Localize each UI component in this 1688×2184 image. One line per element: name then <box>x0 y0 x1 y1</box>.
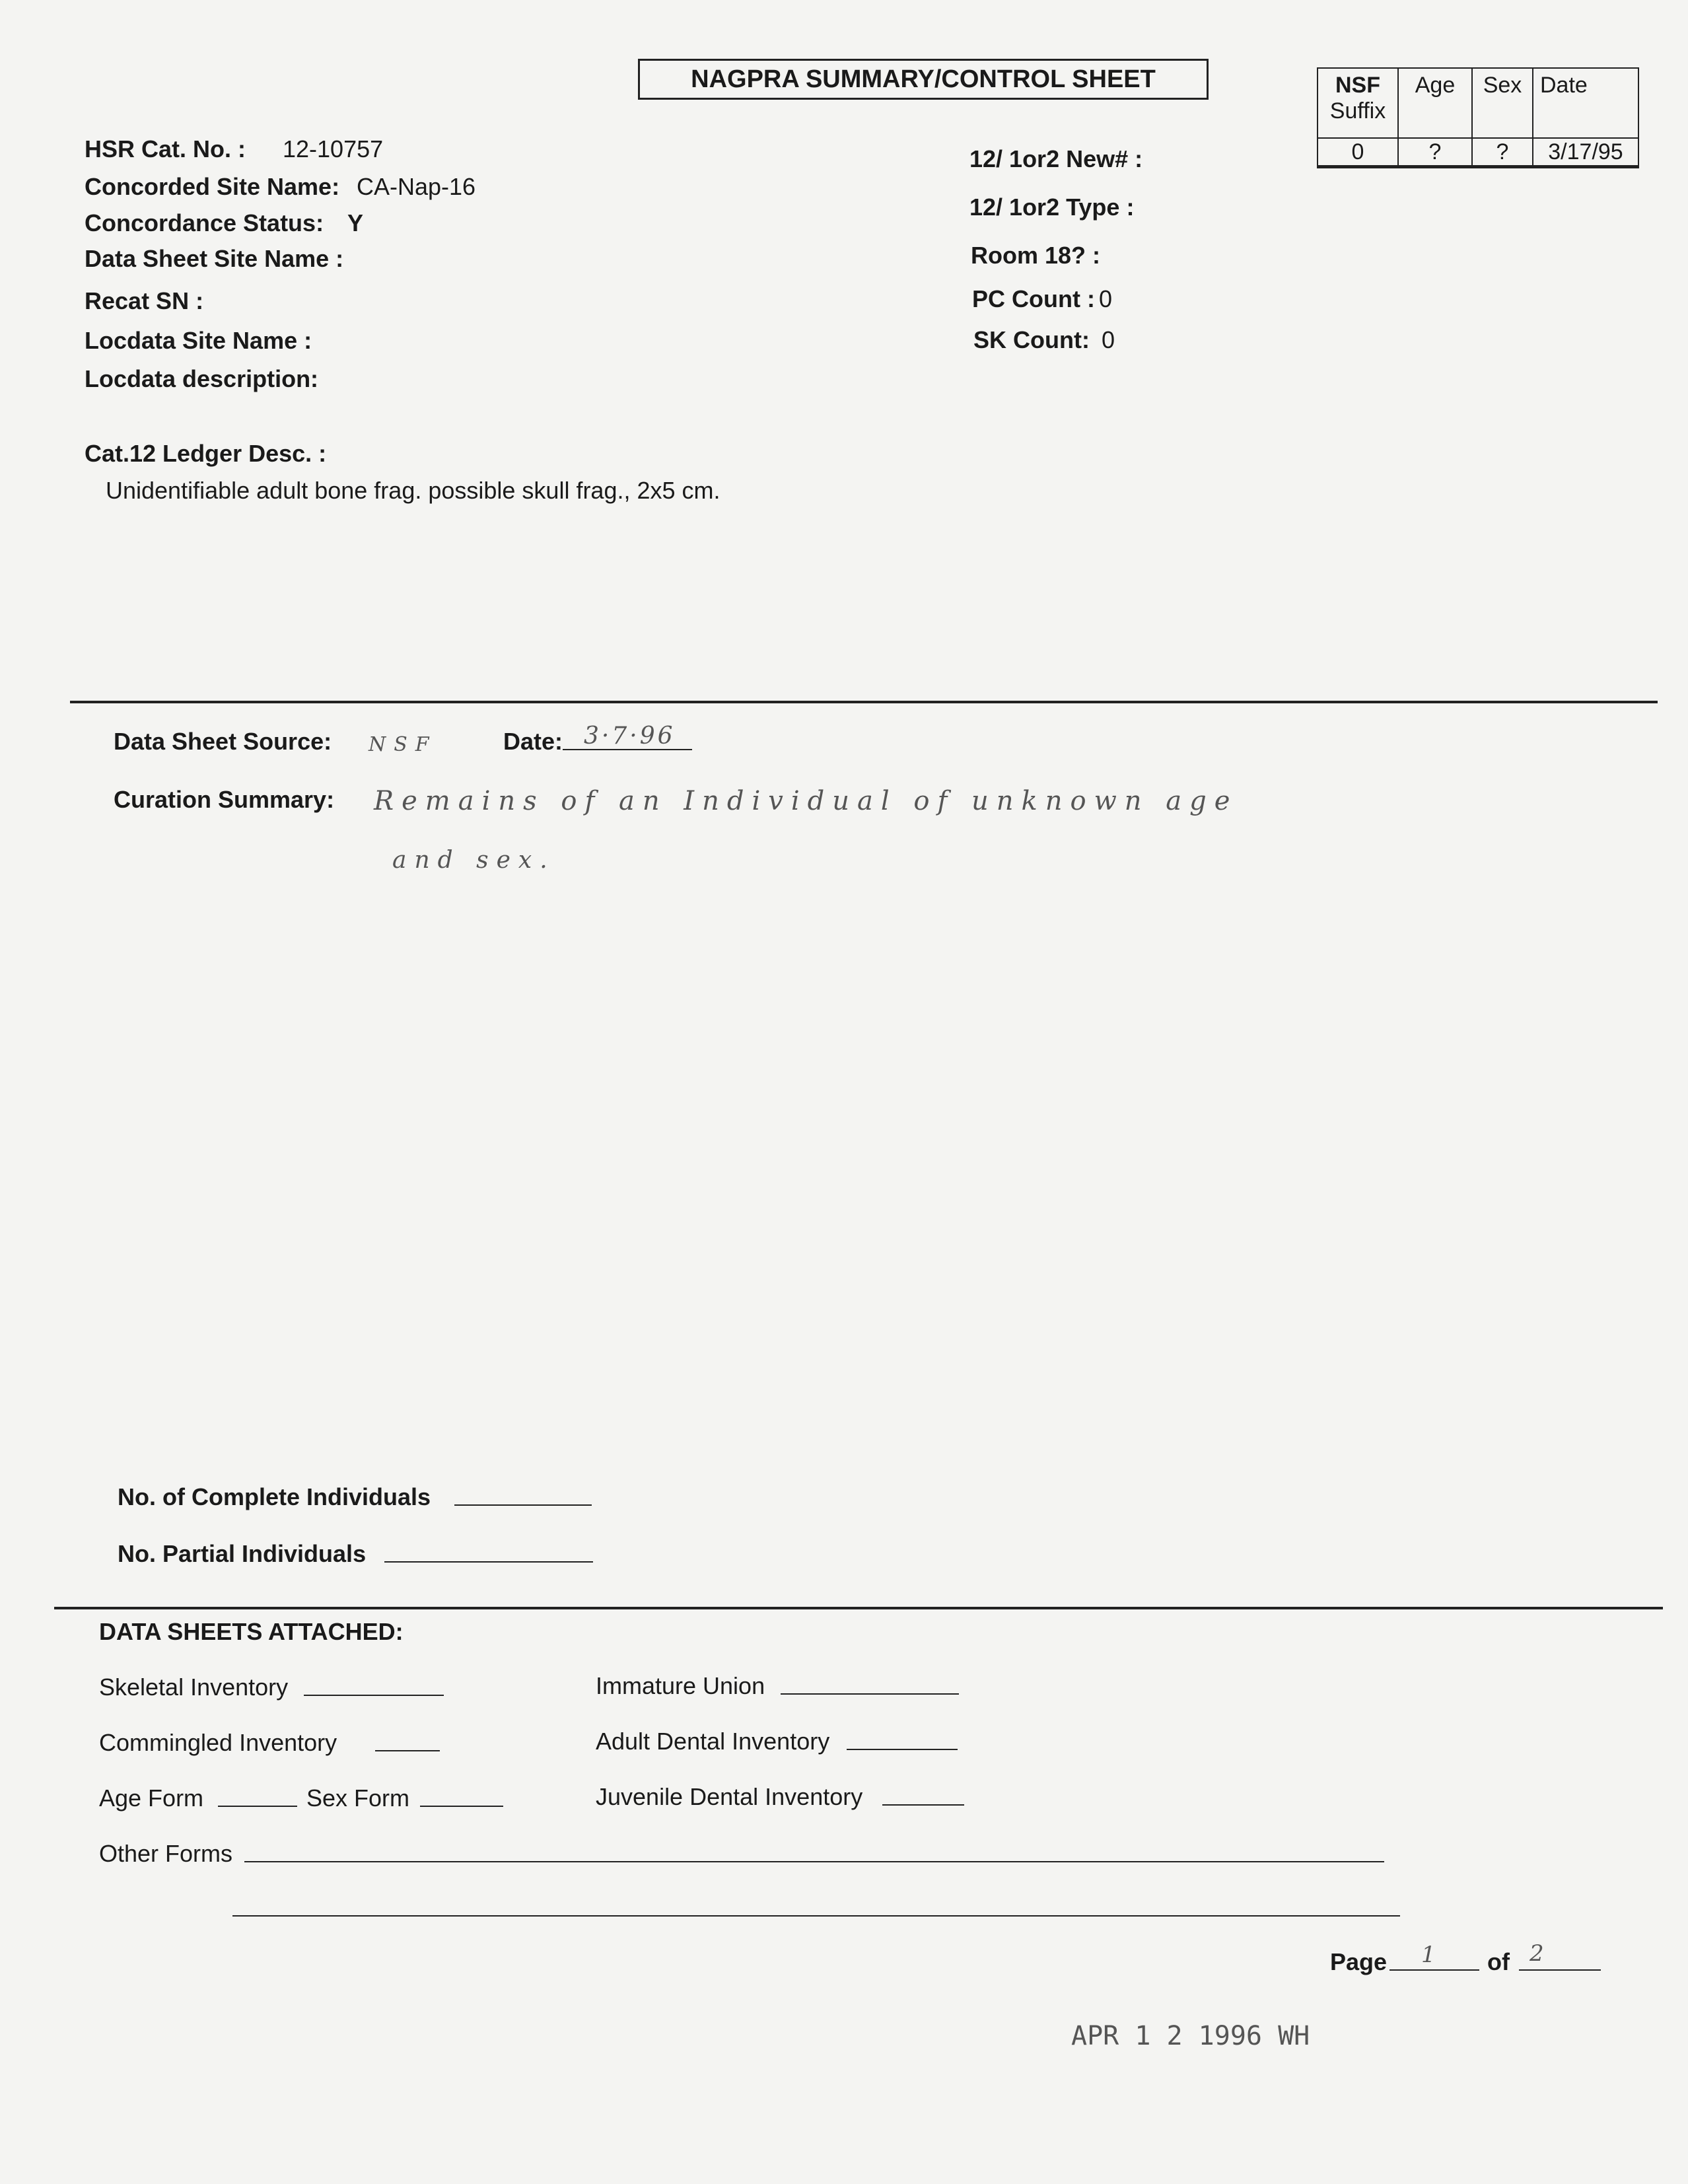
complete-individuals-label: No. of Complete Individuals <box>118 1483 431 1510</box>
nsf-table <box>1317 67 1639 168</box>
page-label: Page <box>1330 1948 1388 1975</box>
of-label: of <box>1487 1948 1510 1975</box>
locdata-description-label: Locdata description: <box>85 365 319 392</box>
sk-count-label: SK Count: <box>973 326 1090 353</box>
hsr-cat-label: HSR Cat. No. : <box>85 135 246 162</box>
pc-count-value: 0 <box>1099 285 1113 312</box>
age-header: Age <box>1398 68 1472 138</box>
curation-date-value: 3·7·96 <box>584 722 676 750</box>
juvenile-dental-label: Juvenile Dental Inventory <box>596 1783 863 1810</box>
concordance-status-value: Y <box>347 209 364 236</box>
commingled-inventory-label: Commingled Inventory <box>99 1729 337 1756</box>
received-date-stamp: APR 1 2 1996 WH <box>1071 2021 1310 2051</box>
of-value: 2 <box>1530 1940 1552 1967</box>
section-divider-top <box>70 701 1658 703</box>
other-forms-line-2[interactable] <box>232 1915 1400 1917</box>
data-sheet-source-value: NSF <box>369 733 437 756</box>
section-divider-bottom <box>54 1607 1663 1609</box>
attached-heading: DATA SHEETS ATTACHED: <box>99 1618 404 1645</box>
curation-summary-line1: Remains of an Individual of unknown age <box>374 786 1238 816</box>
nsf-suffix-header <box>1318 68 1398 138</box>
pc-count-label: PC Count : <box>972 285 1095 312</box>
hsr-cat-value: 12-10757 <box>283 135 384 162</box>
nsf-header-line1: NSF <box>1335 73 1380 98</box>
curation-summary-label: Curation Summary: <box>114 786 335 813</box>
sex-form-line[interactable] <box>420 1806 503 1807</box>
skeletal-inventory-line[interactable] <box>304 1695 444 1696</box>
partial-individuals-label: No. Partial Individuals <box>118 1540 367 1567</box>
page-line <box>1389 1969 1479 1971</box>
date-header: Date <box>1533 68 1638 138</box>
sk-count-value: 0 <box>1102 326 1115 353</box>
partial-individuals-line[interactable] <box>384 1561 593 1563</box>
concorded-site-value: CA-Nap-16 <box>357 173 476 200</box>
adult-dental-label: Adult Dental Inventory <box>596 1728 830 1755</box>
ledger-desc-label: Cat.12 Ledger Desc. : <box>85 440 327 467</box>
sex-value: ? <box>1472 138 1533 167</box>
ledger-desc-text: Unidentifiable adult bone frag. possible skull frag., 2x5 cm. <box>106 477 721 504</box>
recat-sn-label: Recat SN : <box>85 287 204 314</box>
new-number-label: 12/ 1or2 New# : <box>969 145 1143 172</box>
age-form-label: Age Form <box>99 1784 204 1812</box>
room-18-label: Room 18? : <box>971 242 1101 269</box>
data-sheet-source-label: Data Sheet Source: <box>114 728 332 755</box>
nsf-suffix-value: 0 <box>1318 138 1398 167</box>
complete-individuals-line[interactable] <box>454 1504 592 1506</box>
curation-date-label: Date: <box>503 728 563 755</box>
type-label: 12/ 1or2 Type : <box>969 194 1135 221</box>
immature-union-label: Immature Union <box>596 1672 765 1699</box>
sex-header: Sex <box>1472 68 1533 138</box>
other-forms-label: Other Forms <box>99 1840 233 1867</box>
concordance-status-label: Concordance Status: <box>85 209 324 236</box>
nsf-header-line2: Suffix <box>1329 98 1386 123</box>
curation-summary-line2: and sex. <box>392 847 555 874</box>
age-form-line[interactable] <box>218 1806 297 1807</box>
immature-union-line[interactable] <box>781 1693 959 1695</box>
sex-form-label: Sex Form <box>306 1784 410 1812</box>
locdata-site-label: Locdata Site Name : <box>85 327 312 354</box>
date-value: 3/17/95 <box>1533 138 1638 167</box>
data-sheet-site-label: Data Sheet Site Name : <box>85 245 344 272</box>
form-title: NAGPRA SUMMARY/CONTROL SHEET <box>638 59 1209 100</box>
commingled-inventory-line[interactable] <box>375 1750 440 1751</box>
of-line <box>1519 1969 1601 1971</box>
juvenile-dental-line[interactable] <box>882 1804 964 1806</box>
other-forms-line-1[interactable] <box>244 1861 1384 1862</box>
adult-dental-line[interactable] <box>847 1749 958 1750</box>
concorded-site-label: Concorded Site Name: <box>85 173 340 200</box>
skeletal-inventory-label: Skeletal Inventory <box>99 1673 289 1701</box>
page-value: 1 <box>1421 1942 1444 1968</box>
age-value: ? <box>1398 138 1472 167</box>
